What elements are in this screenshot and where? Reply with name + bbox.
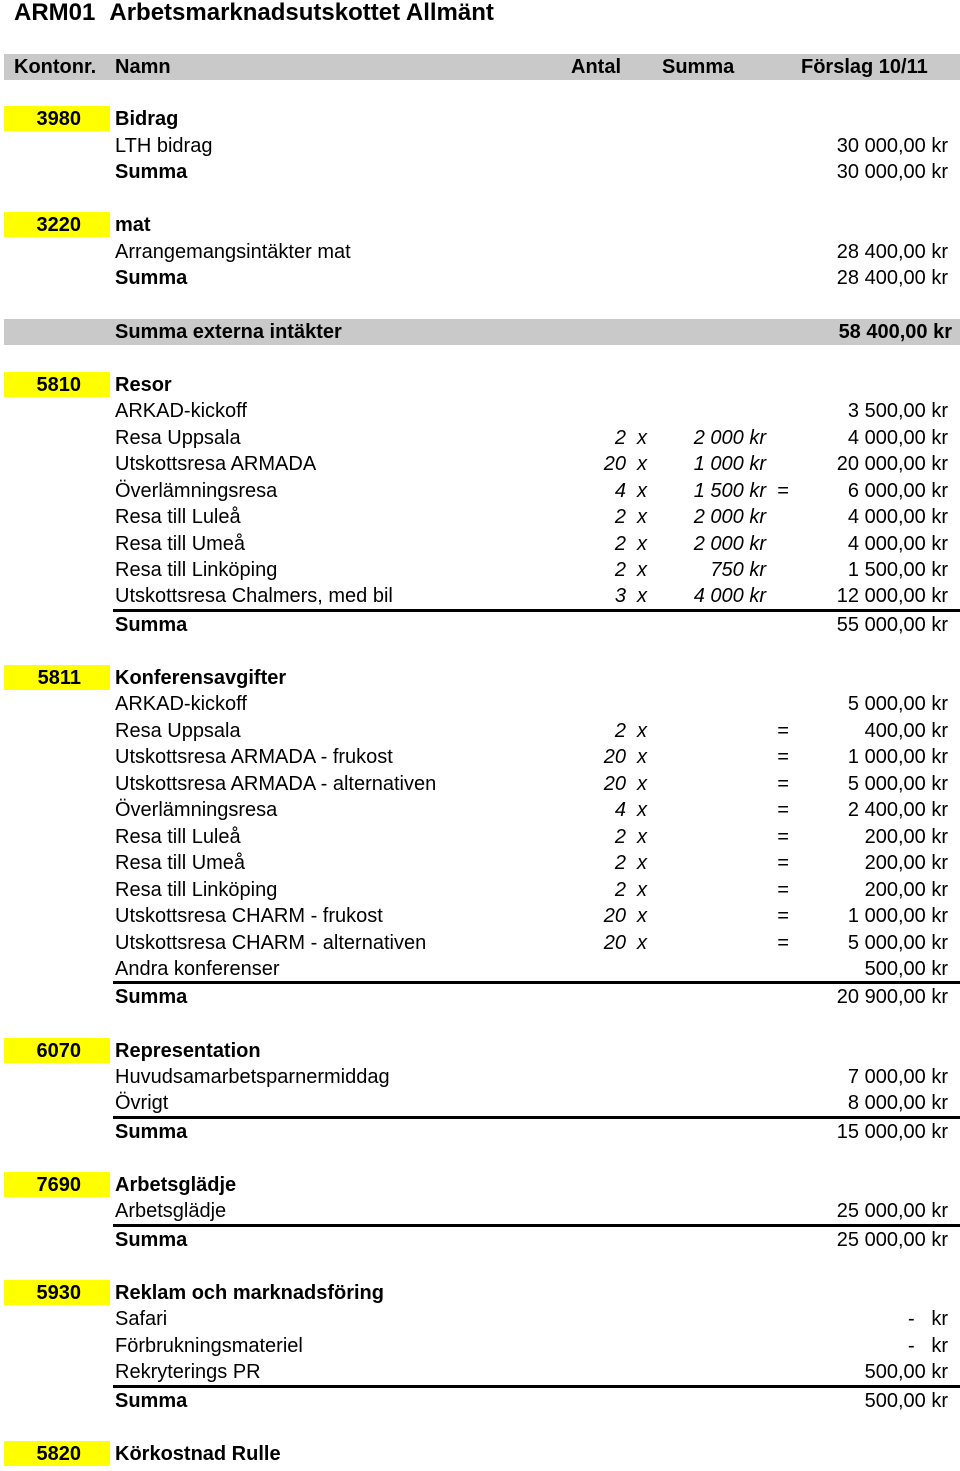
item-amount: - kr <box>908 1335 948 1357</box>
item-qty: 2 <box>614 826 626 848</box>
account-number: 3980 <box>4 106 110 131</box>
item-name: Resa till Umeå <box>115 852 246 874</box>
item-amount: 3 500,00 kr <box>847 400 948 422</box>
section-sum <box>0 1388 960 1414</box>
item-name: Rekryterings PR <box>115 1361 261 1383</box>
item-amount: 30 000,00 kr <box>836 135 948 157</box>
section-heading-6070 <box>0 1038 960 1064</box>
item-unit-price: 2 000 kr <box>693 427 766 449</box>
section-heading: Körkostnad Rulle <box>115 1443 281 1465</box>
item-times: x <box>637 905 647 927</box>
list-item <box>0 718 960 744</box>
section-heading-5811 <box>0 665 960 691</box>
account-number: 7690 <box>4 1172 110 1197</box>
item-qty: 2 <box>614 506 626 528</box>
item-times: x <box>637 533 647 555</box>
list-item <box>0 956 960 982</box>
sum-amount: 15 000,00 kr <box>836 1121 948 1143</box>
list-item <box>0 797 960 823</box>
item-name: Resa till Umeå <box>115 533 246 555</box>
item-equals: = <box>777 826 789 848</box>
item-qty: 3 <box>614 585 626 607</box>
item-qty: 2 <box>614 533 626 555</box>
item-amount: 500,00 kr <box>864 1361 948 1383</box>
account-number: 5811 <box>4 665 110 690</box>
item-amount: 200,00 kr <box>864 826 948 848</box>
list-item <box>0 239 960 265</box>
section-heading: Konferensavgifter <box>115 667 287 689</box>
list-item <box>0 1333 960 1359</box>
item-unit-price: 1 500 kr <box>693 480 766 502</box>
sum-amount: 55 000,00 kr <box>836 614 948 636</box>
list-item <box>0 850 960 876</box>
list-item <box>0 691 960 717</box>
list-item <box>0 1306 960 1332</box>
section-heading: mat <box>115 214 151 236</box>
item-name: Förbrukningsmateriel <box>115 1335 303 1357</box>
item-amount: 7 000,00 kr <box>847 1066 948 1088</box>
list-item <box>0 903 960 929</box>
item-qty: 20 <box>603 773 626 795</box>
list-item <box>0 771 960 797</box>
section-heading-3220 <box>0 212 960 238</box>
sum-amount: 500,00 kr <box>864 1390 948 1412</box>
sum-amount: 25 000,00 kr <box>836 1229 948 1251</box>
item-unit-price: 1 000 kr <box>693 453 766 475</box>
section-heading: Resor <box>115 374 172 396</box>
section-heading-5810 <box>0 372 960 398</box>
section-heading: Reklam och marknadsföring <box>115 1282 384 1304</box>
section-heading: Arbetsglädje <box>115 1174 237 1196</box>
section-sum <box>0 265 960 291</box>
item-amount: 5 000,00 kr <box>847 773 948 795</box>
item-qty: 20 <box>603 905 626 927</box>
item-amount: 2 400,00 kr <box>847 799 948 821</box>
list-item <box>0 930 960 956</box>
account-number: 5810 <box>4 372 110 397</box>
list-item <box>0 1198 960 1224</box>
item-amount: 4 000,00 kr <box>847 506 948 528</box>
item-name: Övrigt <box>115 1092 169 1114</box>
item-name: ARKAD-kickoff <box>115 400 247 422</box>
item-unit-price: 2 000 kr <box>693 533 766 555</box>
item-times: x <box>637 585 647 607</box>
item-unit-price: 2 000 kr <box>693 506 766 528</box>
item-name: Utskottsresa ARMADA - alternativen <box>115 773 437 795</box>
item-qty: 4 <box>614 799 626 821</box>
list-item <box>0 583 960 609</box>
list-item <box>0 1064 960 1090</box>
item-amount: 8 000,00 kr <box>847 1092 948 1114</box>
sum-amount: 30 000,00 kr <box>836 161 948 183</box>
list-item <box>0 531 960 557</box>
sum-label: Summa <box>115 161 188 183</box>
list-item <box>0 478 960 504</box>
section-heading: Representation <box>115 1040 261 1062</box>
section-heading: Bidrag <box>115 108 179 130</box>
item-times: x <box>637 879 647 901</box>
list-item <box>0 425 960 451</box>
item-amount: 1 500,00 kr <box>847 559 948 581</box>
item-equals: = <box>777 773 789 795</box>
sum-label: Summa <box>115 1229 188 1251</box>
item-amount: 6 000,00 kr <box>847 480 948 502</box>
external-income-total <box>4 319 960 345</box>
item-unit-price: 750 kr <box>710 559 766 581</box>
item-qty: 2 <box>614 559 626 581</box>
list-item <box>0 398 960 424</box>
item-name: Utskottsresa Chalmers, med bil <box>115 585 393 607</box>
item-qty: 2 <box>614 879 626 901</box>
external-amount: 58 400,00 kr <box>838 321 952 343</box>
item-name: Utskottsresa ARMADA <box>115 453 317 475</box>
item-amount: 28 400,00 kr <box>836 241 948 263</box>
title-name: Arbetsmarknadsutskottet Allmänt <box>109 0 494 26</box>
col-forslag: Förslag 10/11 <box>801 56 928 78</box>
list-item <box>0 744 960 770</box>
item-name: Resa Uppsala <box>115 427 241 449</box>
item-equals: = <box>777 905 789 927</box>
sum-label: Summa <box>115 1390 188 1412</box>
item-qty: 20 <box>603 453 626 475</box>
list-item <box>0 557 960 583</box>
item-name: Huvudsamarbetsparnermiddag <box>115 1066 390 1088</box>
item-equals: = <box>777 852 789 874</box>
item-amount: 200,00 kr <box>864 879 948 901</box>
item-qty: 20 <box>603 932 626 954</box>
item-name: Resa till Luleå <box>115 506 241 528</box>
section-sum <box>0 612 960 638</box>
item-name: LTH bidrag <box>115 135 213 157</box>
col-antal: Antal <box>571 56 621 78</box>
page-title <box>14 0 494 26</box>
list-item <box>0 824 960 850</box>
item-times: x <box>637 427 647 449</box>
item-times: x <box>637 826 647 848</box>
item-name: Resa till Luleå <box>115 826 241 848</box>
sum-amount: 20 900,00 kr <box>836 986 948 1008</box>
item-times: x <box>637 932 647 954</box>
item-amount: - kr <box>908 1308 948 1330</box>
item-amount: 500,00 kr <box>864 958 948 980</box>
item-name: Utskottsresa ARMADA - frukost <box>115 746 393 768</box>
title-code: ARM01 <box>14 0 96 26</box>
item-times: x <box>637 453 647 475</box>
item-times: x <box>637 746 647 768</box>
list-item <box>0 1359 960 1385</box>
account-number: 5820 <box>4 1441 110 1466</box>
item-amount: 20 000,00 kr <box>836 453 948 475</box>
item-name: Resa till Linköping <box>115 879 278 901</box>
item-qty: 2 <box>614 852 626 874</box>
account-number: 6070 <box>4 1038 110 1063</box>
external-label: Summa externa intäkter <box>115 321 342 343</box>
item-name: Överlämningsresa <box>115 480 278 502</box>
sum-label: Summa <box>115 614 188 636</box>
item-name: Safari <box>115 1308 168 1330</box>
item-amount: 25 000,00 kr <box>836 1200 948 1222</box>
item-name: Utskottsresa CHARM - frukost <box>115 905 383 927</box>
column-header <box>4 54 960 80</box>
item-unit-price: 4 000 kr <box>693 585 766 607</box>
sum-amount: 28 400,00 kr <box>836 267 948 289</box>
item-name: ARKAD-kickoff <box>115 693 247 715</box>
item-name: Överlämningsresa <box>115 799 278 821</box>
item-amount: 4 000,00 kr <box>847 427 948 449</box>
item-qty: 2 <box>614 427 626 449</box>
item-qty: 2 <box>614 720 626 742</box>
sum-label: Summa <box>115 986 188 1008</box>
item-equals: = <box>777 932 789 954</box>
list-item <box>0 504 960 530</box>
col-kontonr: Kontonr. <box>14 56 97 78</box>
col-summa: Summa <box>662 56 735 78</box>
item-equals: = <box>777 799 789 821</box>
section-sum <box>0 159 960 185</box>
item-times: x <box>637 506 647 528</box>
item-name: Utskottsresa CHARM - alternativen <box>115 932 427 954</box>
section-heading-5820 <box>0 1441 960 1467</box>
item-name: Resa Uppsala <box>115 720 241 742</box>
item-times: x <box>637 852 647 874</box>
item-amount: 1 000,00 kr <box>847 746 948 768</box>
list-item <box>0 877 960 903</box>
item-name: Resa till Linköping <box>115 559 278 581</box>
account-number: 5930 <box>4 1280 110 1305</box>
section-heading-7690 <box>0 1172 960 1198</box>
item-equals: = <box>777 720 789 742</box>
item-name: Arrangemangsintäkter mat <box>115 241 351 263</box>
list-item <box>0 1090 960 1116</box>
item-name: Andra konferenser <box>115 958 280 980</box>
sum-label: Summa <box>115 267 188 289</box>
list-item <box>0 133 960 159</box>
col-namn: Namn <box>115 56 171 78</box>
list-item <box>0 451 960 477</box>
item-amount: 400,00 kr <box>864 720 948 742</box>
item-amount: 4 000,00 kr <box>847 533 948 555</box>
item-name: Arbetsglädje <box>115 1200 227 1222</box>
item-times: x <box>637 480 647 502</box>
item-times: x <box>637 559 647 581</box>
section-sum <box>0 1119 960 1145</box>
item-qty: 4 <box>614 480 626 502</box>
sum-label: Summa <box>115 1121 188 1143</box>
item-times: x <box>637 799 647 821</box>
account-number: 3220 <box>4 212 110 237</box>
item-times: x <box>637 720 647 742</box>
section-sum <box>0 984 960 1010</box>
item-amount: 1 000,00 kr <box>847 905 948 927</box>
item-amount: 12 000,00 kr <box>836 585 948 607</box>
item-equals: = <box>777 879 789 901</box>
item-amount: 5 000,00 kr <box>847 932 948 954</box>
section-heading-3980 <box>0 106 960 132</box>
item-amount: 200,00 kr <box>864 852 948 874</box>
item-equals: = <box>777 480 789 502</box>
section-heading-5930 <box>0 1280 960 1306</box>
item-amount: 5 000,00 kr <box>847 693 948 715</box>
item-qty: 20 <box>603 746 626 768</box>
item-equals: = <box>777 746 789 768</box>
item-times: x <box>637 773 647 795</box>
section-sum <box>0 1227 960 1253</box>
